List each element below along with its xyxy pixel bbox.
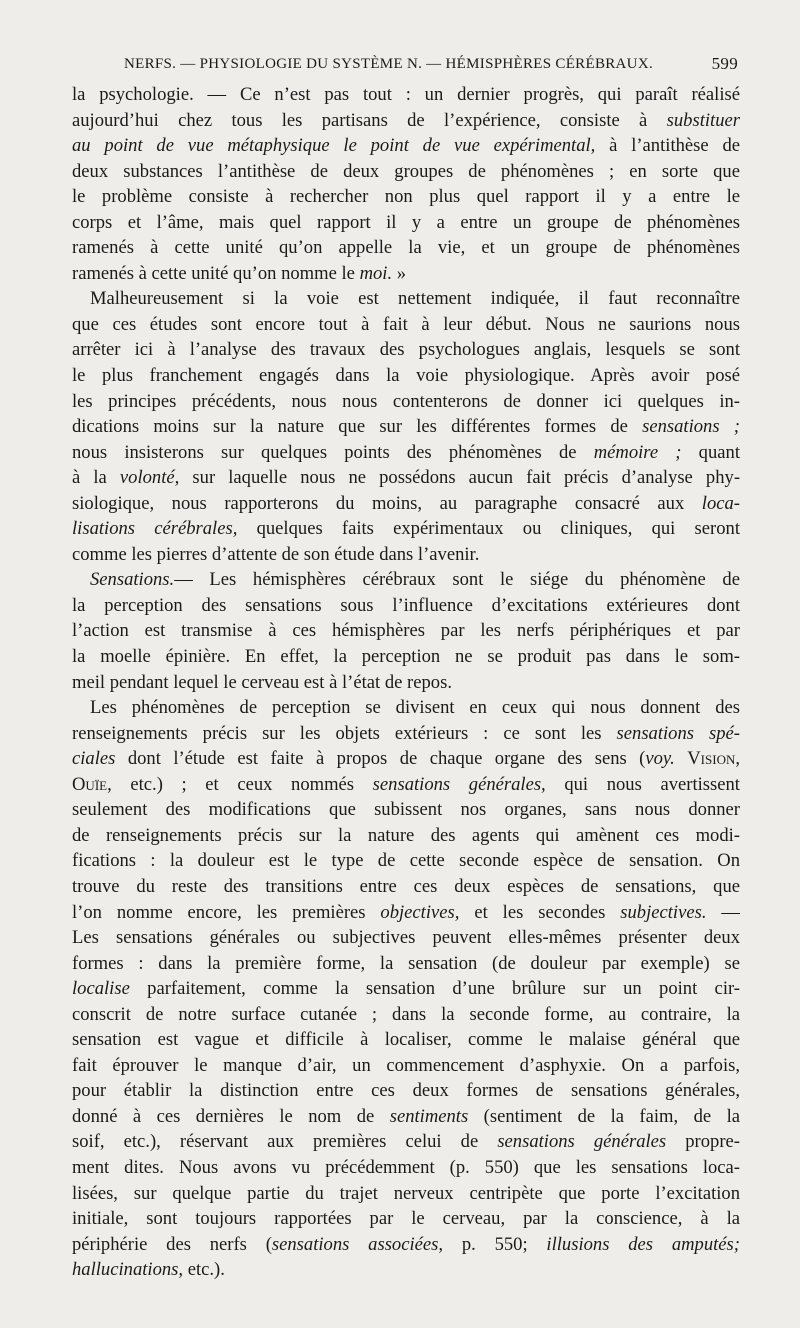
body-text (72, 82, 740, 1283)
text-line (72, 312, 740, 338)
text-segment: quelques faits expérimentaux ou cliniques, qui seront (237, 518, 740, 540)
text-line (72, 108, 740, 134)
italic-text: sensations ; (642, 416, 740, 438)
text-segment: fait éprouver le manque d’air, un commencement d’asphyxie. On a parfois, (72, 1054, 740, 1076)
text-segment: et les secondes (459, 901, 621, 923)
text-segment: — Les hémisphères cérébraux sont le siége du phénomène de (174, 569, 740, 591)
text-line (72, 618, 740, 644)
running-title: NERFS. — PHYSIOLOGIE DU SYSTÈME N. — HÉMISPHÈRES CÉRÉBRAUX. (124, 56, 653, 72)
text-segment: périphérie des nerfs ( (72, 1233, 272, 1255)
text-segment: renseignements précis sur les objets extérieurs : ce sont les (72, 722, 617, 744)
text-segment: le problème consiste à rechercher non plus quel rapport il y a entre le (72, 186, 740, 208)
text-segment: siologique, nous rapporterons du moins, au paragraphe consacré aux (72, 492, 702, 514)
text-segment: à la (72, 467, 120, 489)
text-line (72, 797, 740, 823)
text-line (72, 746, 740, 772)
text-line (72, 1027, 740, 1053)
text-line (72, 414, 740, 440)
text-segment: trouve du reste des transitions entre ces deux espèces de sensations, que (72, 875, 740, 897)
text-segment: que ces études sont encore tout à fait à leur début. Nous ne saurions nous (72, 313, 740, 335)
text-line (72, 159, 740, 185)
text-segment: formes : dans la première forme, la sensation (de douleur par exemple) se (72, 952, 740, 974)
text-segment: sur laquelle nous ne possédons aucun fait précis d’analyse phy- (179, 467, 740, 489)
text-segment: — (706, 901, 740, 923)
text-line (72, 1257, 740, 1283)
text-segment: soif, etc.), réservant aux premières celui de (72, 1131, 498, 1153)
text-line (72, 184, 740, 210)
italic-text: substituer (666, 109, 740, 131)
text-segment: la psychologie. — Ce n’est pas tout : un dernier progrès, qui paraît réalisé (72, 84, 740, 105)
italic-text: mémoire ; (593, 441, 682, 463)
text-segment: à l’antithèse de (595, 135, 740, 157)
small-caps-text: Ouïe, (72, 773, 112, 795)
text-line (72, 951, 740, 977)
text-segment: la perception des sensations sous l’influence d’excitations extérieures dont (72, 594, 740, 616)
italic-text: au point de vue métaphysique le point de vue expérimental, (72, 135, 596, 157)
text-segment: conscrit de notre surface cutanée ; dans la seconde forme, au contraire, la (72, 1003, 740, 1025)
text-line (72, 1104, 740, 1130)
text-line (72, 1232, 740, 1258)
text-segment: p. 550; (443, 1233, 547, 1255)
text-segment: seulement des modifications que subissent nos organes, sans nous donner (72, 799, 740, 821)
text-segment: qui nous avertissent (545, 773, 740, 795)
text-segment: fications : la douleur est le type de cette seconde espèce de sensation. On (72, 850, 740, 872)
text-line (72, 1078, 740, 1104)
text-segment: les principes précédents, nous nous contenterons de donner ici quelques in- (72, 390, 740, 412)
text-segment: dications moins sur la nature que sur les différentes formes de (72, 416, 643, 438)
text-line (72, 1206, 740, 1232)
text-line (72, 465, 740, 491)
text-segment: ramenés à cette unité qu’on nomme le (72, 262, 360, 284)
text-line (72, 644, 740, 670)
text-line (72, 721, 740, 747)
text-line (72, 261, 740, 287)
text-segment: Les sensations générales ou subjectives peuvent elles-mêmes présenter deux (72, 927, 740, 949)
text-segment: initiale, sont toujours rapportées par le cerveau, par la conscience, à la (72, 1208, 740, 1230)
text-segment: de renseignements précis sur la nature des agents qui amènent ces modi- (72, 824, 740, 846)
italic-text: objectives, (380, 901, 460, 923)
text-segment: dont l’étude est faite à propos de chaque organe des sens ( (115, 748, 646, 770)
text-line (72, 1181, 740, 1207)
text-line (72, 235, 740, 261)
text-line (72, 670, 740, 696)
text-segment: comme les pierres d’attente de son étude dans l’avenir. (72, 543, 480, 565)
running-header (72, 52, 740, 78)
text-line (72, 848, 740, 874)
text-segment (675, 748, 687, 769)
italic-text: sensations générales, (372, 773, 546, 795)
text-segment: sensation est vague et difficile à localiser, comme le malaise général que (72, 1029, 740, 1051)
text-segment: nous insisterons sur quelques points des phénomènes de (72, 441, 594, 463)
text-segment: aujourd’hui chez tous les partisans de l’expérience, consiste à (72, 109, 667, 131)
text-segment: etc.). (183, 1259, 225, 1281)
text-segment: quant (681, 441, 740, 463)
text-segment: parfaitement, comme la sensation d’une brûlure sur un point cir- (129, 978, 740, 1000)
text-line (72, 772, 740, 798)
text-line (72, 491, 740, 517)
text-line (72, 82, 740, 108)
text-line (72, 1002, 740, 1028)
text-line (72, 1129, 740, 1155)
text-line (72, 900, 740, 926)
text-line (72, 695, 740, 721)
text-line (72, 363, 740, 389)
italic-text: subjectives. (620, 901, 707, 923)
text-segment: etc.) ; et ceux nommés (111, 773, 373, 795)
italic-text: hallucinations, (72, 1259, 184, 1281)
italic-text: sensations associées, (271, 1233, 444, 1255)
italic-text: voy. (645, 748, 675, 770)
text-segment: meil pendant lequel le cerveau est à l’état de repos. (72, 671, 452, 693)
text-segment: pour établir la distinction entre ces deux formes de sensations générales, (72, 1080, 740, 1102)
italic-text: loca- (701, 492, 740, 514)
text-line (72, 567, 740, 593)
text-line (72, 210, 740, 236)
text-segment: ramenés à cette unité qu’on appelle la vie, et un groupe de phénomènes (72, 237, 740, 259)
text-line (72, 925, 740, 951)
text-line (72, 337, 740, 363)
italic-text: localise (72, 978, 130, 1000)
text-segment: deux substances l’antithèse de deux groupes de phénomènes ; en sorte que (72, 160, 740, 182)
italic-text: sentiments (389, 1105, 469, 1127)
text-segment: propre- (666, 1131, 740, 1153)
text-line (72, 976, 740, 1002)
italic-text: moi. (359, 262, 393, 284)
text-segment: Malheureusement si la voie est nettement indiquée, il faut reconnaître (90, 288, 740, 310)
italic-text: volonté, (119, 467, 180, 489)
text-segment: l’action est transmise à ces hémisphères par les nerfs périphériques et par (72, 620, 740, 642)
text-line (72, 389, 740, 415)
text-segment: (sentiment de la faim, de la (468, 1105, 740, 1127)
text-line (72, 593, 740, 619)
page-number: 599 (711, 54, 738, 73)
text-line (72, 1155, 740, 1181)
text-segment: la moelle épinière. En effet, la perception ne se produit pas dans le som- (72, 646, 740, 668)
text-segment: donné à ces dernières le nom de (72, 1105, 390, 1127)
text-line (72, 874, 740, 900)
text-segment: corps et l’âme, mais quel rapport il y a entre un groupe de phénomènes (72, 211, 740, 233)
italic-text: sensations spé- (616, 722, 740, 744)
text-line (72, 286, 740, 312)
text-segment: » (392, 262, 407, 284)
text-segment: lisées, sur quelque partie du trajet nerveux centripète que porte l’excitation (72, 1182, 740, 1204)
text-segment: ment dites. Nous avons vu précédemment (p. 550) que les sensations loca- (72, 1156, 740, 1178)
text-line (72, 133, 740, 159)
text-line (72, 823, 740, 849)
italic-text: sensations générales (497, 1131, 667, 1153)
italic-text: ciales (72, 748, 116, 770)
text-line (72, 516, 740, 542)
italic-text: lisations cérébrales, (72, 518, 238, 540)
text-segment: arrêter ici à l’analyse des travaux des psychologues anglais, lesquels se sont (72, 339, 740, 361)
small-caps-text: Vision, (687, 748, 740, 770)
text-segment: Les phénomènes de perception se divisent en ceux qui nous donnent des (90, 697, 740, 719)
text-line (72, 440, 740, 466)
text-segment: l’on nomme encore, les premières (72, 901, 381, 923)
italic-text: Sensations. (90, 569, 175, 591)
text-line (72, 542, 740, 568)
italic-text: illusions des amputés; (546, 1233, 740, 1255)
text-line (72, 1053, 740, 1079)
text-segment: le plus franchement engagés dans la voie physiologique. Après avoir posé (72, 365, 740, 387)
